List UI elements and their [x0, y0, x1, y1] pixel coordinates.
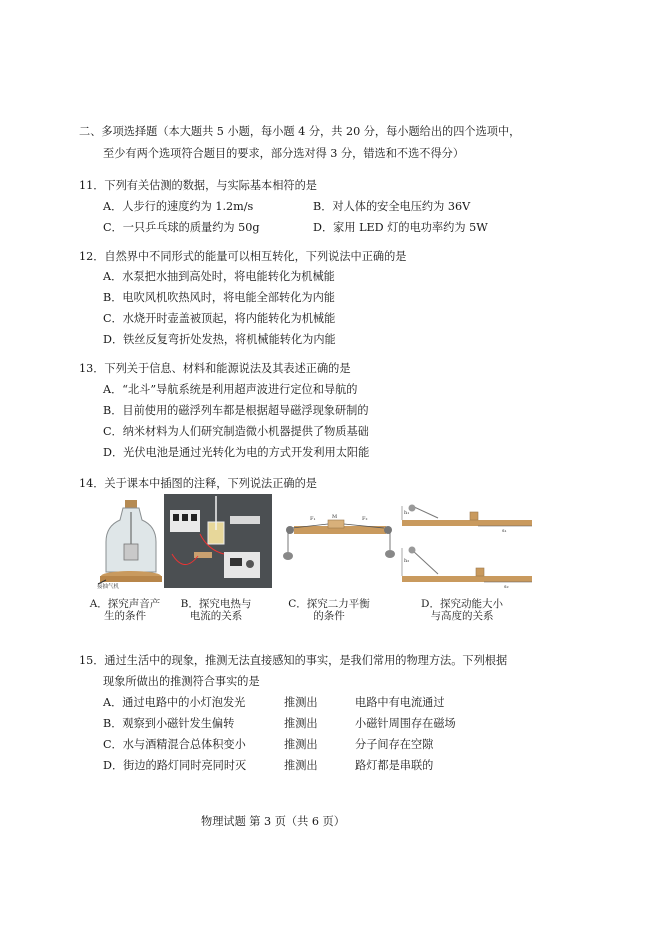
q12-option-c: C．水烧开时壶盖被顶起，将内能转化为机械能 — [103, 312, 336, 325]
q15-row-c-inference: 分子间存在空隙 — [355, 738, 434, 751]
q11-option-d: D．家用 LED 灯的电功率约为 5W — [313, 221, 488, 234]
figure-caption-a: A．探究声音产 生的条件 — [89, 598, 161, 622]
question-13-stem: 13．下列关于信息、材料和能源说法及其表述正确的是 — [79, 362, 351, 375]
question-15-stem-cont: 现象所做出的推测符合事实的是 — [103, 675, 260, 688]
force2-label: F₂ — [362, 516, 368, 522]
q15-row-b-verb: 推测出 — [284, 717, 318, 730]
figure-caption-c: C．探究二力平衡 的条件 — [288, 598, 370, 622]
distance2-label: s₂ — [504, 584, 509, 588]
q13-option-a: A．“北斗”导航系统是利用超声波进行定位和导航的 — [103, 383, 358, 396]
q15-row-c-phenomenon: C．水与酒精混合总体积变小 — [103, 738, 246, 751]
q15-row-a-phenomenon: A．通过电路中的小灯泡发光 — [103, 696, 246, 709]
q12-option-b: B．电吹风机吹热风时，将电能全部转化为内能 — [103, 291, 335, 304]
q15-row-d-verb: 推测出 — [284, 759, 318, 772]
q15-row-d-phenomenon: D．街边的路灯同时亮同时灭 — [103, 759, 247, 772]
force1-label: F₁ — [310, 516, 316, 522]
figure-caption-b: B．探究电热与 电流的关系 — [180, 598, 252, 622]
q15-row-d-inference: 路灯都是串联的 — [355, 759, 434, 772]
pump-label: 接抽气机 — [97, 584, 120, 590]
figure-caption-d: D．探究动能大小 与高度的关系 — [421, 598, 503, 622]
height2-label: h₂ — [404, 558, 410, 564]
distance1-label: s₁ — [502, 528, 507, 534]
q12-option-d: D．铁丝反复弯折处发热，将机械能转化为内能 — [103, 333, 336, 346]
q13-option-d: D．光伏电池是通过光转化为电的方式开发利用太阳能 — [103, 446, 370, 459]
question-14-stem: 14．关于课本中插图的注释，下列说法正确的是 — [79, 477, 317, 490]
question-11-stem: 11．下列有关估测的数据，与实际基本相符的是 — [79, 179, 317, 192]
q15-row-b-inference: 小磁针周围存在磁场 — [355, 717, 456, 730]
bell-jar-figure — [96, 496, 166, 590]
question-12-stem: 12．自然界中不同形式的能量可以相互转化，下列说法中正确的是 — [79, 250, 407, 263]
q13-option-c: C．纳米材料为人们研究制造微小机器提供了物质基础 — [103, 425, 369, 438]
height1-label: h₁ — [404, 510, 410, 516]
q15-row-a-inference: 电路中有电流通过 — [355, 696, 445, 709]
q13-option-b: B．目前使用的磁浮列车都是根据超导磁浮现象研制的 — [103, 404, 369, 417]
section-title: 二、多项选择题（本大题共 5 小题，每小题 4 分，共 20 分，每小题给出的四个选项中， — [79, 125, 521, 138]
q15-row-c-verb: 推测出 — [284, 738, 318, 751]
mass-label: M — [332, 514, 338, 520]
q12-option-a: A．水泵把水抽到高处时，将电能转化为机械能 — [103, 270, 335, 283]
kinetic-energy-figure — [398, 504, 534, 588]
force-balance-figure — [280, 508, 400, 592]
q15-row-a-verb: 推测出 — [284, 696, 318, 709]
q11-option-a: A．人步行的速度约为 1.2m/s — [103, 200, 254, 213]
page-footer: 物理试题 第 3 页（共 6 页） — [201, 815, 345, 828]
q11-option-b: B．对人体的安全电压约为 36V — [313, 200, 471, 213]
q11-option-c: C．一只乒乓球的质量约为 50g — [103, 221, 260, 234]
question-15-stem: 15．通过生活中的现象，推测无法直接感知的事实，是我们常用的物理方法。下列根据 — [79, 654, 508, 667]
circuit-photo-figure — [164, 494, 272, 588]
section-title-cont: 至少有两个选项符合题目的要求，部分选对得 3 分，错选和不选不得分） — [103, 147, 465, 160]
q15-row-b-phenomenon: B．观察到小磁针发生偏转 — [103, 717, 235, 730]
